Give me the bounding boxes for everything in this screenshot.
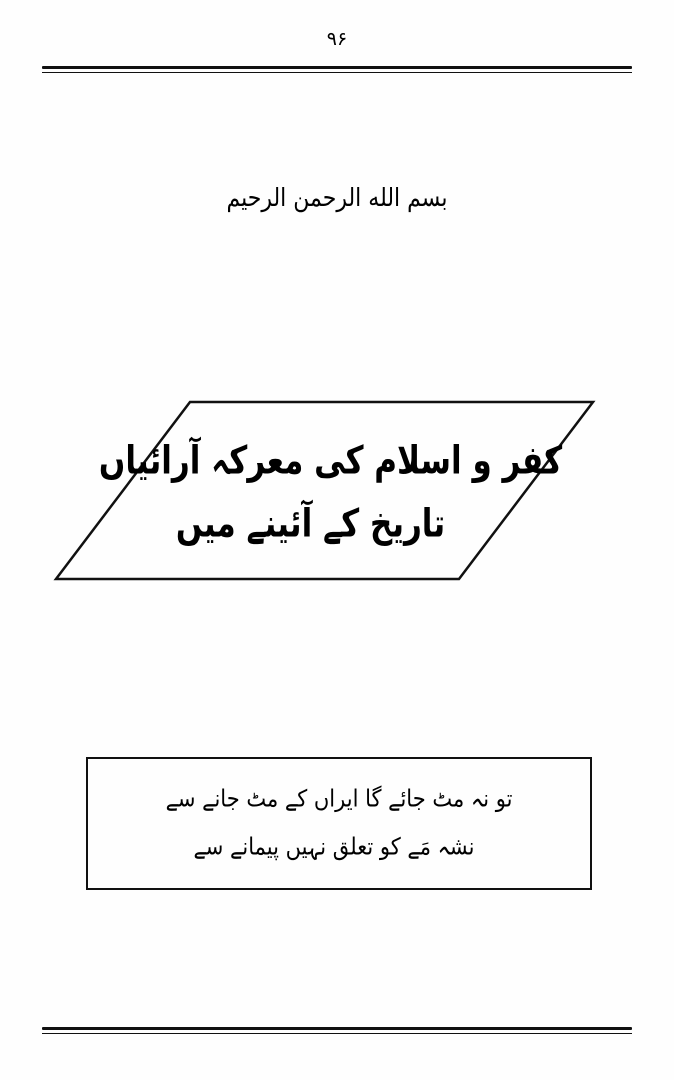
couplet-box [86,757,592,890]
bottom-rule-group [42,1027,632,1034]
bottom-rule-thin [42,1033,632,1034]
bottom-rule-thick [42,1027,632,1030]
top-rule-thin [42,72,632,73]
bismillah-text: بسم الله الرحمن الرحيم [226,184,448,213]
couplet-text-group [88,759,590,888]
couplet-line-2: نشہ مَے کو تعلق نہیں پیمانے سے [193,832,475,860]
title-line-2: تاریخ کے آئینے میں [175,500,446,546]
top-rule-group [42,66,632,73]
title-text-group [52,398,597,583]
top-rule-thick [42,66,632,69]
title-block [52,398,597,583]
couplet-line-1: تو نہ مٹ جائے گا ایراں کے مٹ جانے سے [165,785,513,813]
page-number: ۹۶ [326,28,348,50]
title-line-1: کفر و اسلام کی معرکہ آرائیاں [98,438,563,484]
